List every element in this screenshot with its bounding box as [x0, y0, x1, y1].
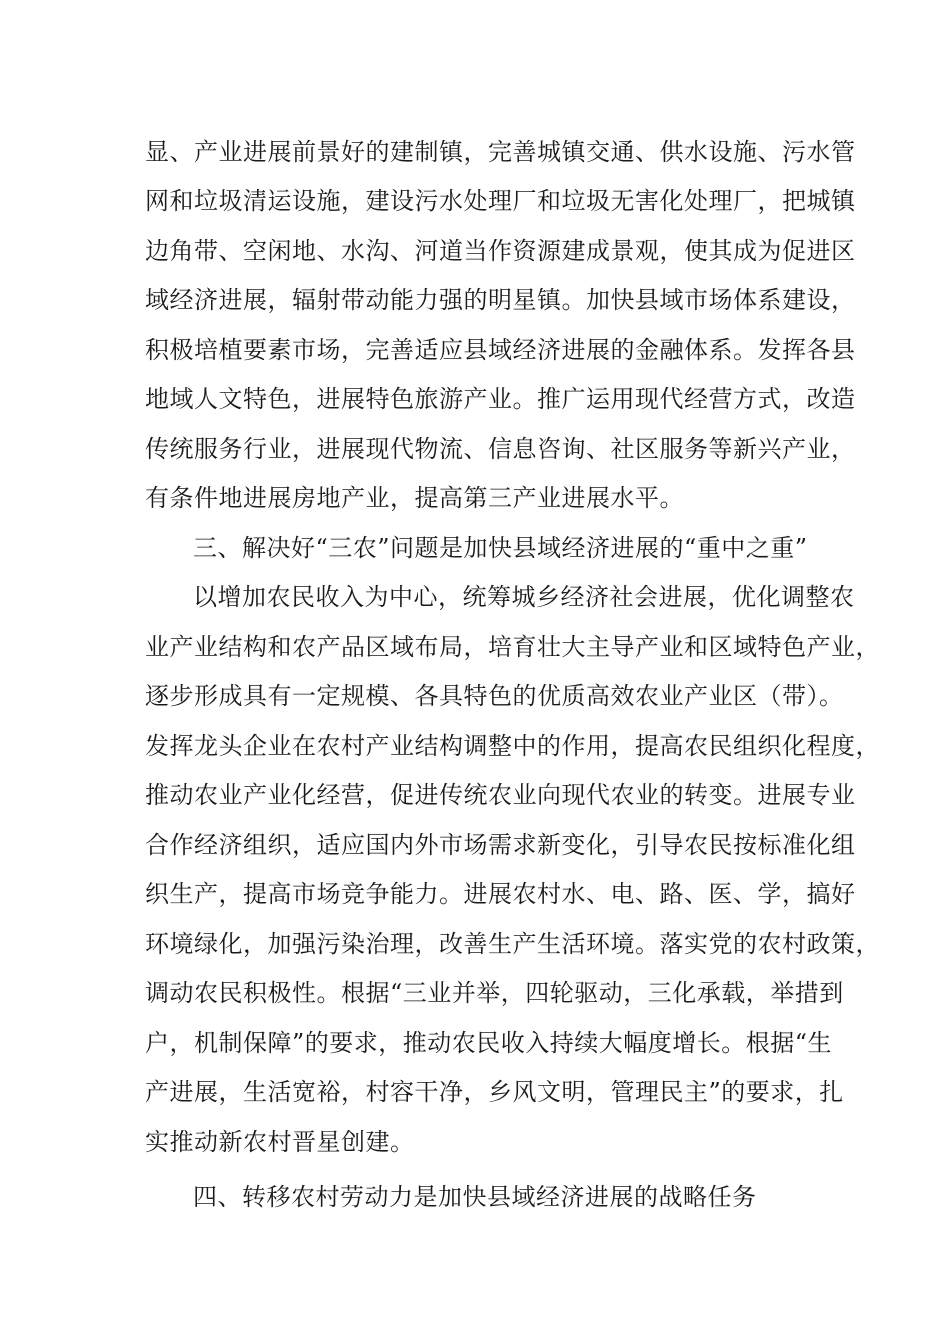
paragraph-line: 发挥龙头企业在农村产业结构调整中的作用，提高农民组织化程度，	[145, 732, 880, 760]
paragraph-line: 以增加农民收入为中心，统筹城乡经济社会进展，优化调整农	[193, 583, 855, 611]
paragraph-line: 合作经济组织，适应国内外市场需求新变化，引导农民按标准化组	[145, 831, 856, 859]
paragraph-line: 传统服务行业，进展现代物流、信息咨询、社区服务等新兴产业，	[145, 435, 856, 463]
paragraph-line: 业产业结构和农产品区域布局，培育壮大主导产业和区域特色产业，	[145, 633, 880, 661]
paragraph-line: 有条件地进展房地产业，提高第三产业进展水平。	[145, 484, 684, 512]
paragraph-line: 推动农业产业化经营，促进传统农业向现代农业的转变。进展专业	[145, 781, 856, 809]
paragraph-line: 积极培植要素市场，完善适应县域经济进展的金融体系。发挥各县	[145, 336, 856, 364]
paragraph-line: 户，机制保障”的要求，推动农民收入持续大幅度增长。根据“生	[145, 1029, 833, 1057]
paragraph-line: 边角带、空闲地、水沟、河道当作资源建成景观，使其成为促进区	[145, 237, 856, 265]
paragraph-line: 织生产，提高市场竞争能力。进展农村水、电、路、医、学，搞好	[145, 880, 856, 908]
paragraph-line: 地域人文特色，进展特色旅游产业。推广运用现代经营方式，改造	[145, 385, 856, 413]
paragraph-line: 逐步形成具有一定规模、各具特色的优质高效农业产业区（带）。	[145, 682, 844, 710]
paragraph-line: 调动农民积极性。根据“三业并举，四轮驱动，三化承载，举措到	[145, 979, 844, 1007]
paragraph-line: 网和垃圾清运设施，建设污水处理厂和垃圾无害化处理厂，把城镇	[145, 187, 856, 215]
paragraph-line: 环境绿化，加强污染治理，改善生产生活环境。落实党的农村政策，	[145, 930, 880, 958]
section-heading-3: 三、解决好“三农”问题是加快县域经济进展的“重中之重”	[193, 534, 808, 562]
paragraph-line: 产进展，生活宽裕，村容干净，乡风文明，管理民主”的要求，扎	[145, 1078, 844, 1106]
paragraph-line: 域经济进展，辐射带动能力强的明星镇。加快县域市场体系建设，	[145, 286, 856, 314]
section-heading-4: 四、转移农村劳动力是加快县域经济进展的战略任务	[193, 1183, 757, 1211]
paragraph-line: 实推动新农村晋星创建。	[145, 1128, 415, 1156]
paragraph-line: 显、产业进展前景好的建制镇，完善城镇交通、供水设施、污水管	[145, 138, 856, 166]
